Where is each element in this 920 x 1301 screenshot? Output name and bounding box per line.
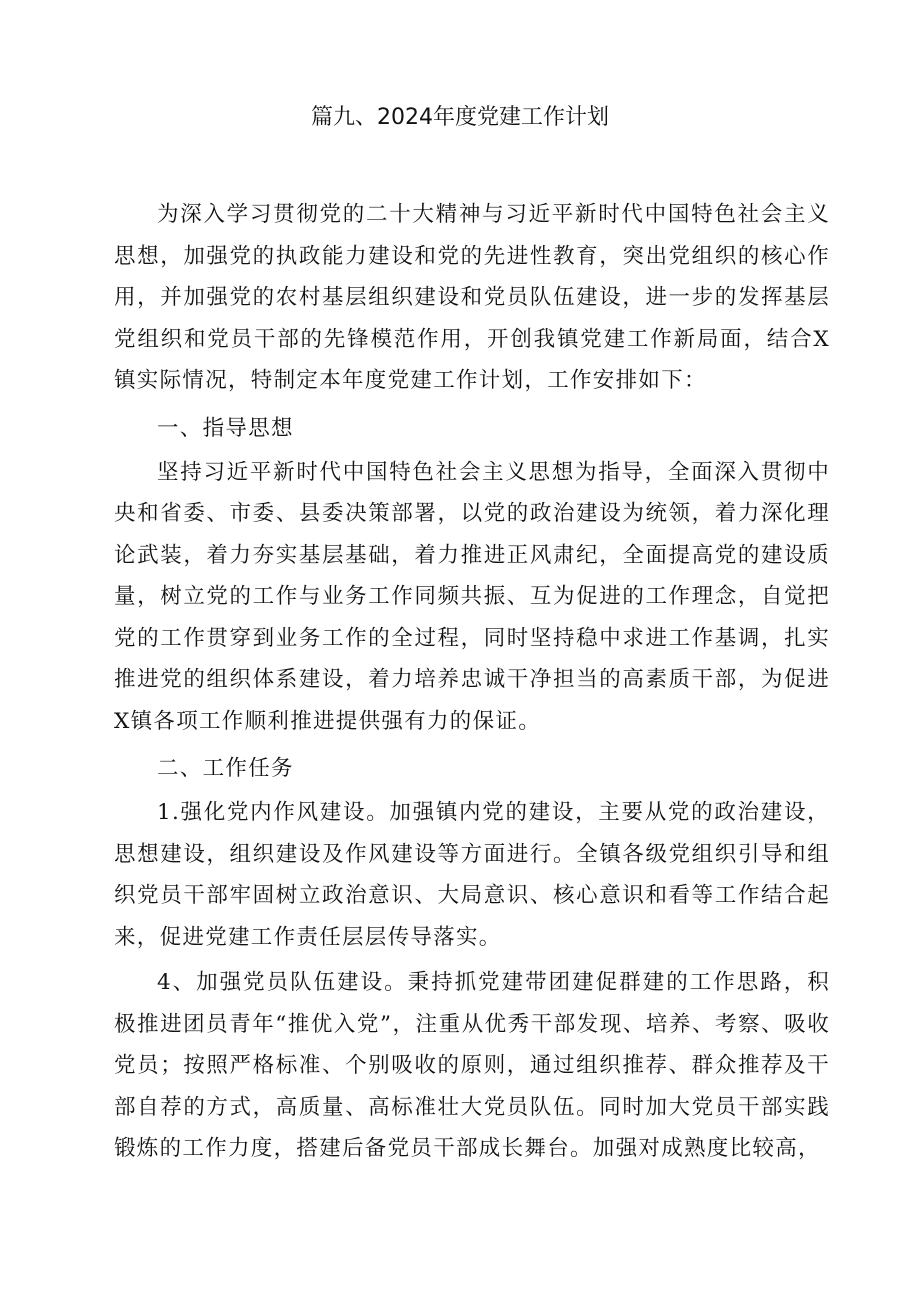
document-body <box>114 194 830 1170</box>
task-1-paragraph: 1.强化党内作风建设。加强镇内党的建设，主要从党的政治建设，思想建设，组织建设及作风建设等方面进行。全镇各级党组织引导和组织党员干部牢固树立政治意识、大局意识、核心意识和看等工作结合起来，促进党建工作责任层层传导落实。 <box>114 800 830 950</box>
section-heading-work-tasks: 二、工作任务 <box>157 756 294 781</box>
document-title: 篇九、2024年度党建工作计划 <box>311 105 609 130</box>
guiding-ideology-paragraph: 坚持习近平新时代中国特色社会主义思想为指导，全面深入贯彻中央和省委、市委、县委决策部署，以党的政治建设为统领，着力深化理论武装，着力夯实基层基础，着力推进正风肃纪，全面提高党的建设质量，树立党的工作与业务工作同频共振、互为促进的工作理念，自觉把党的工作贯穿到业务工作的全过程，同时坚持稳中求进工作基调，扎实推进党的组织体系建设，着力培养忠诚干净担当的高素质干部，为促进X镇各项工作顺利推进提供强有力的保证。 <box>114 459 830 734</box>
intro-paragraph: 为深入学习贯彻党的二十大精神与习近平新时代中国特色社会主义思想，加强党的执政能力建设和党的先进性教育，突出党组织的核心作用，并加强党的农村基层组织建设和党员队伍建设，进一步的发挥基层党组织和党员干部的先锋模范作用，开创我镇党建工作新局面，结合X镇实际情况，特制定本年度党建工作计划，工作安排如下： <box>114 202 830 393</box>
section-heading-guiding-ideology: 一、指导思想 <box>157 415 294 441</box>
task-4-paragraph: 4、加强党员队伍建设。秉持抓党建带团建促群建的工作思路，积极推进团员青年“推优入党”，注重从优秀干部发现、培养、考察、吸收党员；按照严格标准、个别吸收的原则，通过组织推荐、群众推荐及干部自荐的方式，高质量、高标准壮大党员队伍。同时加大党员干部实践锻炼的工作力度，搭建后备党员干部成长舞台。加强对成熟度比较高， <box>114 970 830 1161</box>
